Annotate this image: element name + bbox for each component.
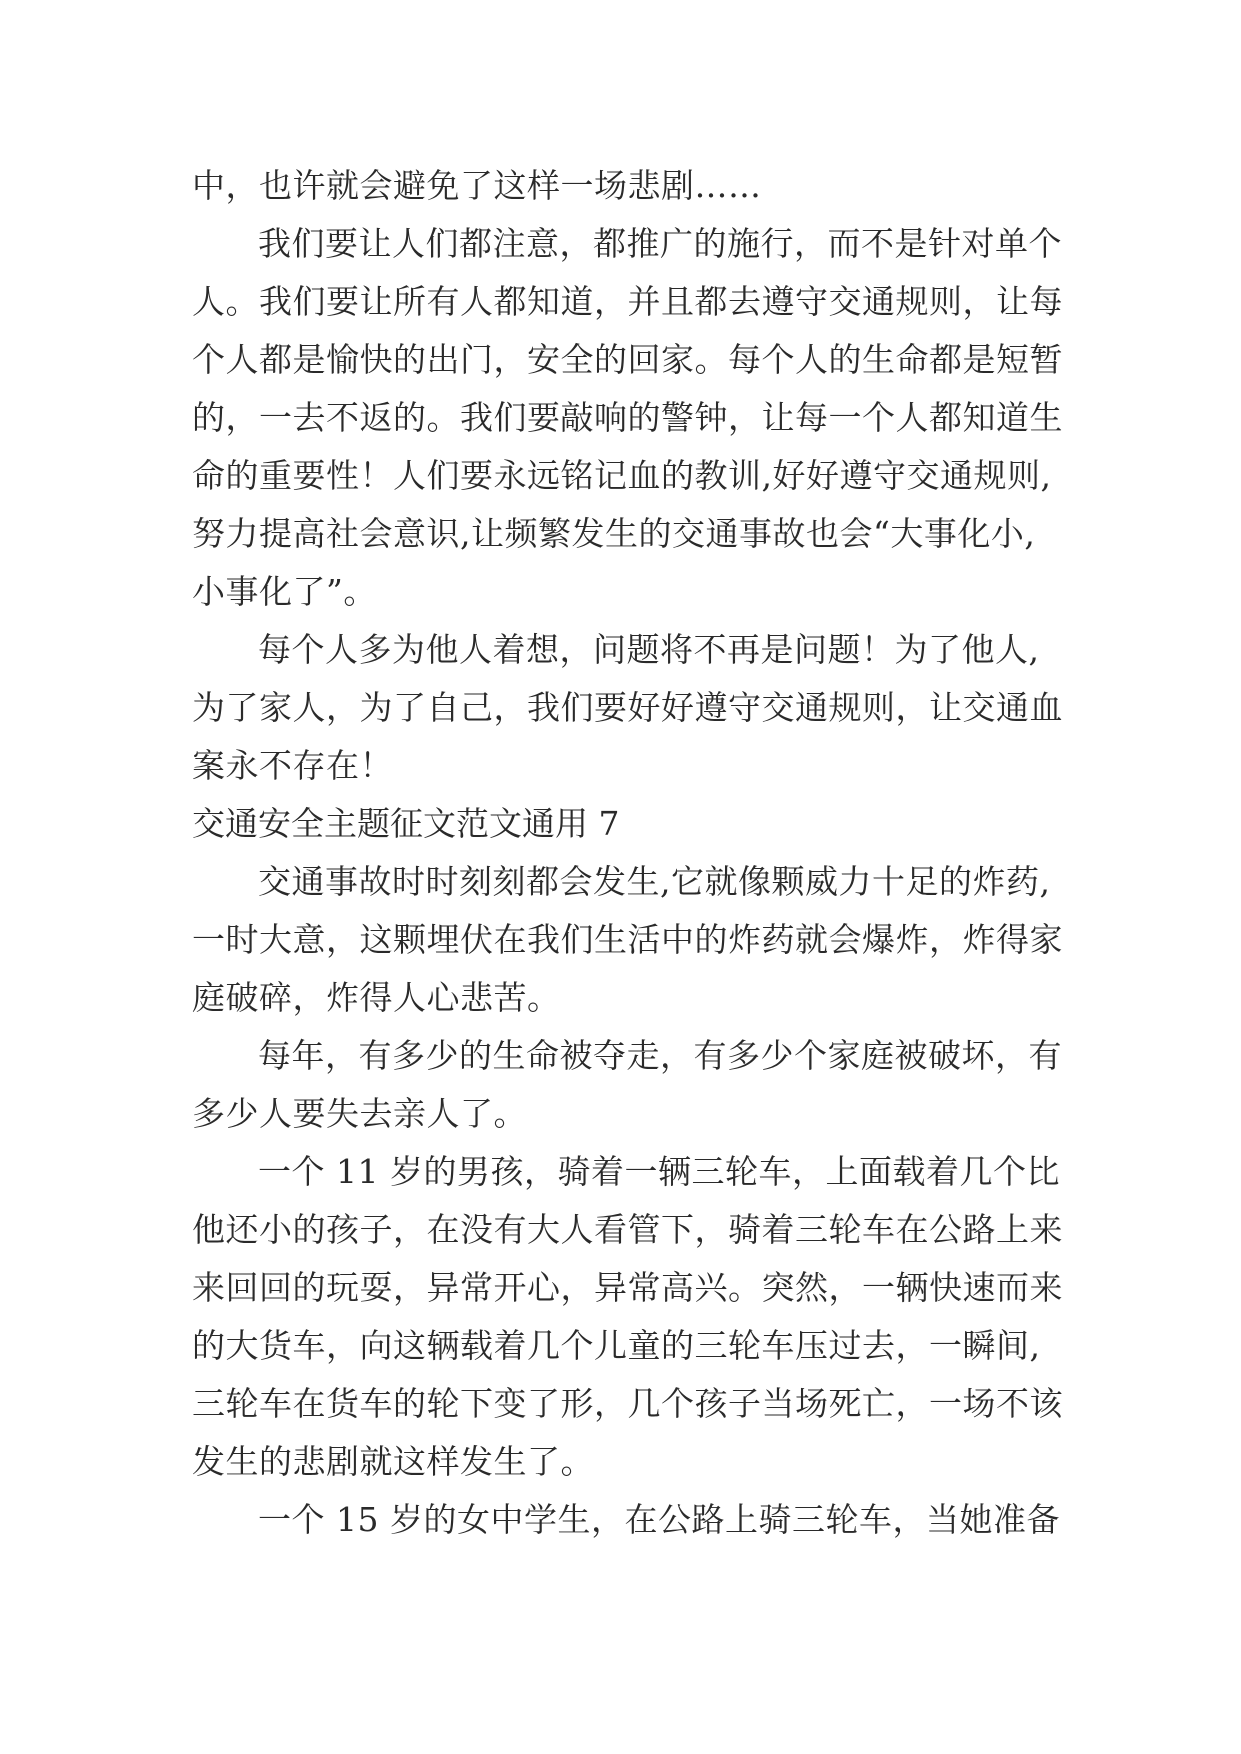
text-line: 交通事故时时刻刻都会发生,它就像颗威力十足的炸药,: [258, 862, 1051, 901]
text-line: 努力提高社会意识,让频繁发生的交通事故也会“大事化小,: [192, 514, 1036, 553]
text-line: 多少人要失去亲人了。: [192, 1094, 527, 1133]
text-line: 一时大意，这颗埋伏在我们生活中的炸药就会爆炸，炸得家: [192, 920, 1063, 959]
text-line: 一个 11 岁的男孩，骑着一辆三轮车，上面载着几个比: [258, 1152, 1060, 1191]
text-line: 我们要让人们都注意，都推广的施行，而不是针对单个: [258, 224, 1062, 263]
text-line: 的，一去不返的。我们要敲响的警钟，让每一个人都知道生: [192, 398, 1063, 437]
text-line: 每个人多为他人着想，问题将不再是问题！为了他人,: [258, 630, 1040, 669]
text-line: 个人都是愉快的出门，安全的回家。每个人的生命都是短暂: [192, 340, 1063, 379]
text-line: 他还小的孩子，在没有大人看管下，骑着三轮车在公路上来: [192, 1210, 1063, 1249]
text-line: 的大货车，向这辆载着几个儿童的三轮车压过去，一瞬间,: [192, 1326, 1041, 1365]
text-line: 发生的悲剧就这样发生了。: [192, 1442, 594, 1481]
text-line: 来回回的玩耍，异常开心，异常高兴。突然，一辆快速而来: [192, 1268, 1063, 1307]
text-line: 人。我们要让所有人都知道，并且都去遵守交通规则，让每: [192, 282, 1063, 321]
text-line: 三轮车在货车的轮下变了形，几个孩子当场死亡，一场不该: [192, 1384, 1063, 1423]
text-line: 案永不存在！: [192, 746, 393, 785]
text-line: 中，也许就会避免了这样一场悲剧……: [192, 166, 762, 205]
section-heading: 交通安全主题征文范文通用 7: [192, 804, 620, 843]
text-line: 命的重要性！人们要永远铭记血的教训,好好遵守交通规则,: [192, 456, 1052, 495]
text-line: 小事化了”。: [192, 572, 377, 611]
text-line: 一个 15 岁的女中学生，在公路上骑三轮车，当她准备: [258, 1500, 1060, 1539]
text-line: 为了家人，为了自己，我们要好好遵守交通规则，让交通血: [192, 688, 1063, 727]
text-line: 庭破碎，炸得人心悲苦。: [192, 978, 561, 1017]
text-line: 每年，有多少的生命被夺走，有多少个家庭被破坏，有: [258, 1036, 1062, 1075]
